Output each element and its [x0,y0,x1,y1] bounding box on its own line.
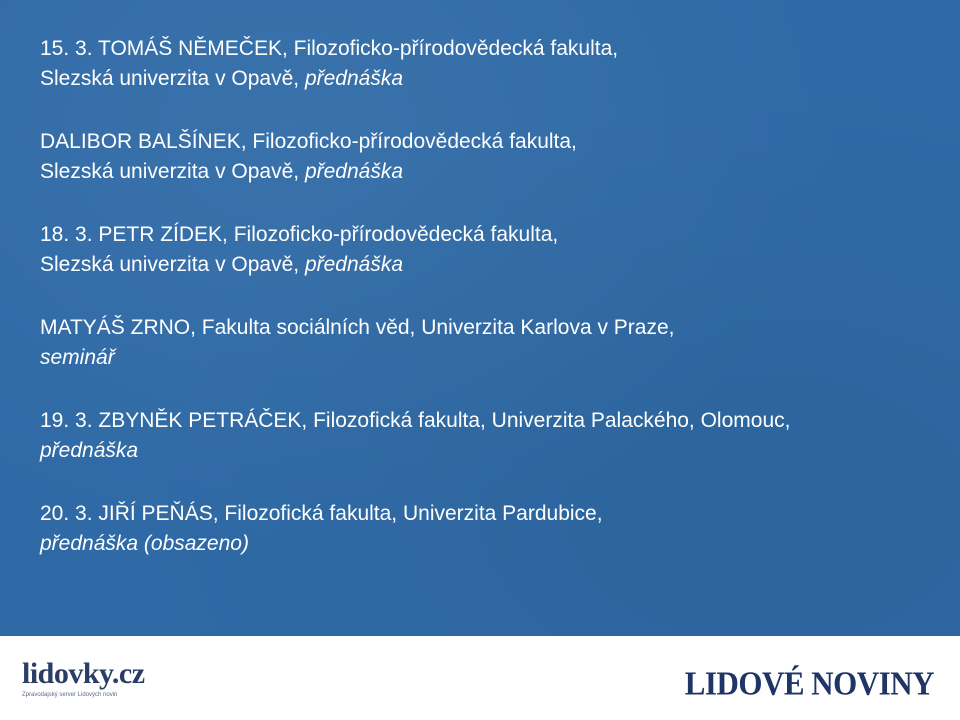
list-item [40,406,945,466]
entry-detail [40,64,945,94]
lidovky-tagline: Zpravodajský server Lidových novin [22,692,118,698]
entry-heading: 19. 3. ZBYNĚK PETRÁČEK, Filozofická fakulta, Univerzita Palackého, Olomouc, [40,409,791,432]
entry-institution: Slezská univerzita v Opavě, [40,253,305,276]
list-item [40,499,945,559]
footer-logo-bar [0,636,960,720]
list-item [40,127,945,187]
list-item [40,34,945,94]
entry-institution: Slezská univerzita v Opavě, [40,67,305,90]
entry-detail [40,436,945,466]
entry-event-type: přednáška [40,439,139,462]
list-item [40,313,945,373]
entry-event-type: seminář [40,346,115,369]
entry-detail [40,343,945,373]
entry-heading: 18. 3. PETR ZÍDEK, Filozoficko-přírodovědecká fakulta, [40,223,559,246]
entry-event-type: přednáška (obsazeno) [40,532,249,555]
lidove-noviny-logo[interactable]: LIDOVÉ NOVINY [684,664,934,702]
entry-heading: MATYÁŠ ZRNO, Fakulta sociálních věd, Univerzita Karlova v Praze, [40,316,675,339]
entry-event-type: přednáška [304,160,404,183]
entry-heading: 20. 3. JIŘÍ PEŇÁS, Filozofická fakulta, Univerzita Pardubice, [40,502,603,525]
entry-detail [40,250,945,280]
entry-event-type: přednáška [304,253,404,276]
entry-detail [40,529,945,559]
entry-heading: 15. 3. TOMÁŠ NĚMEČEK, Filozoficko-přírodovědecká fakulta, [40,37,619,60]
entry-institution: Slezská univerzita v Opavě, [40,160,305,183]
list-item [40,220,945,280]
entry-heading: DALIBOR BALŠÍNEK, Filozoficko-přírodovědecká fakulta, [40,130,577,153]
entry-event-type: přednáška [304,67,404,90]
lidovky-logo[interactable] [22,658,172,708]
lecture-schedule-list [40,34,945,592]
entry-detail [40,157,945,187]
lidovky-wordmark: lidovky.cz [22,657,145,690]
